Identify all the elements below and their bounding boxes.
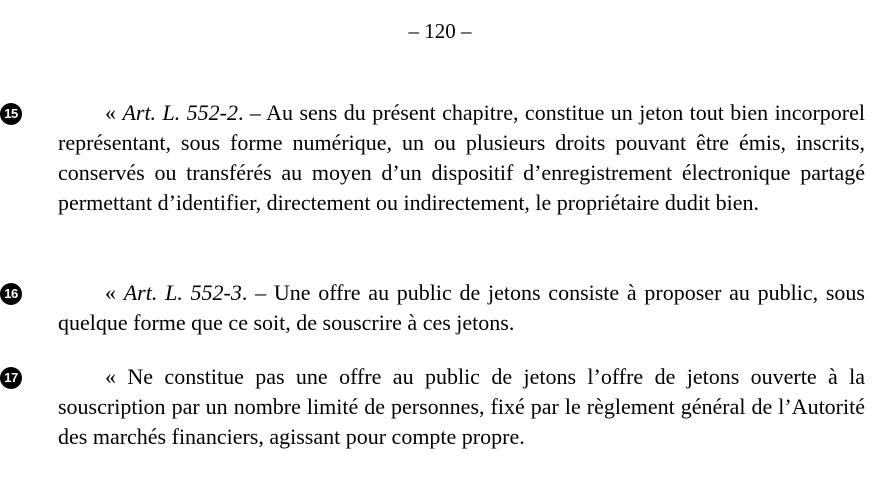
paragraph-text: . – Au sens du présent chapitre, constitue un jeton tout bien incorporel représentant, sous forme numérique, un ou plusieurs droits pouvant être émis, inscrits, conservés ou transférés au moyen d’un dispositif d’enregistrement électronique partagé permettant d’identifier, directement ou indirectement, le propriétaire dudit bien. [58, 100, 865, 215]
paragraph-text: . – Une offre au public de jetons consiste à proposer au public, sous quelque forme que ce soit, de souscrire à ces jetons. [58, 280, 865, 335]
paragraph-number-badge: 16 [0, 283, 22, 305]
paragraph-number-badge: 17 [0, 367, 22, 389]
opening-quote: « [105, 280, 124, 305]
paragraph-text: Ne constitue pas une offre au public de jetons l’offre de jetons ouverte à la souscription par un nombre limité de personnes, fixé par le règlement général de l’Autorité des marchés financiers, agissant pour compte propre. [58, 364, 866, 449]
article-reference: Art. L. 552-3 [123, 280, 242, 305]
opening-quote: « [105, 364, 128, 389]
paragraph-number-badge: 15 [0, 103, 22, 125]
paragraph-article-l552-2 [58, 98, 865, 218]
page-number: – 120 – [408, 19, 472, 43]
article-reference: Art. L. 552-2 [122, 100, 238, 125]
paragraph-limited-offer [58, 362, 865, 452]
paragraph-article-l552-3 [58, 278, 865, 338]
opening-quote: « [105, 100, 123, 125]
